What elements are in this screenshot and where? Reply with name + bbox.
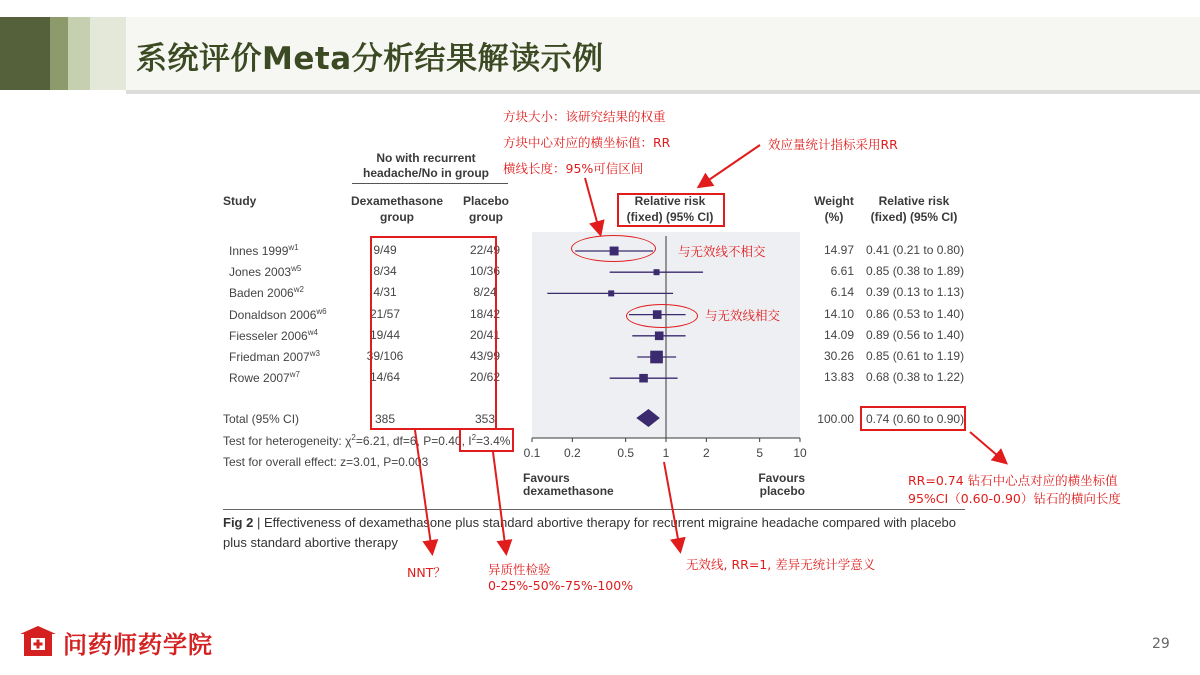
- col-placebo: Placebo: [462, 194, 510, 208]
- total-label: Total (95% CI): [223, 412, 300, 426]
- study-ci: 0.85 (0.61 to 1.19): [866, 349, 965, 363]
- header-group: No with recurrent: [376, 151, 476, 165]
- placebo-count: 10/36: [469, 264, 501, 279]
- study-weight: 30.26: [823, 349, 854, 363]
- placebo-count: 18/42: [469, 306, 501, 321]
- study-name: Innes $1999^{w1}$: [229, 243, 299, 258]
- placebo-count: 22/49: [469, 243, 501, 257]
- col-rr-right-2: (fixed) (95% CI): [870, 210, 958, 224]
- logo-text: 问药师药学院: [63, 631, 213, 659]
- treat-count: 8/34: [373, 264, 397, 279]
- study-ci: 0.39 (0.13 to 1.13): [866, 285, 965, 300]
- col-weight: Weight: [814, 194, 854, 208]
- x-tick-label: 1: [662, 446, 670, 460]
- heterogeneity-test: Test for heterogeneity: $\chi^2=6.21$, df=6, P=0.40, $I^2=3.4\%$: [223, 433, 511, 448]
- favours-left-1: Favours: [523, 471, 570, 485]
- annotation-heterogeneity-1: 异质性检验: [488, 562, 551, 577]
- x-tick-label: 2: [702, 446, 710, 460]
- x-tick-label: 0.1: [523, 446, 541, 460]
- placebo-count: 8/24: [473, 285, 497, 300]
- heterogeneity-i2: =3.4%: [476, 434, 511, 448]
- treat-count: 21/57: [369, 306, 401, 321]
- col-placebo-2: group: [469, 210, 503, 224]
- study-name: Fiesseler $2006^{w4}$: [229, 327, 318, 343]
- col-treat-2: group: [380, 210, 414, 224]
- annotation-null-line: 无效线, RR=1, 差异无统计学意义: [686, 557, 876, 572]
- figure-caption: Fig 2 | Effectiveness of dexamethasone plus standard abortive therapy for recurrent migraine headache compared with placebo plus standard abortive therapy: [223, 515, 957, 550]
- annotation-nnt: NNT？: [407, 565, 446, 580]
- placebo-count: 20/41: [469, 327, 501, 342]
- study-weight: 14.10: [823, 306, 854, 321]
- arrow-line-length: [585, 178, 600, 233]
- total-treat: 385: [374, 412, 396, 426]
- arrow-heterogeneity: [493, 452, 506, 552]
- study-name: Jones $2003^{w5}$: [229, 264, 302, 280]
- annotation-diamond-1: RR=0.74 钻石中心点对应的横坐标值: [908, 473, 1118, 488]
- arrow-diamond: [970, 432, 1005, 462]
- header-group-2: headache/No in group: [362, 166, 489, 180]
- col-treat: Dexamethasone: [350, 194, 444, 208]
- study-name: Baden $2006^{w2}$: [229, 285, 304, 301]
- treat-count: 9/49: [373, 243, 397, 257]
- x-tick-label: 0.5: [617, 446, 635, 460]
- col-rr-2: (fixed) (95% CI): [626, 210, 714, 224]
- treat-count: 14/64: [369, 370, 401, 385]
- annotation-line-length: 横线长度：95%可信区间: [503, 161, 644, 176]
- total-ci: 0.74 (0.60 to 0.90): [866, 412, 965, 426]
- treat-count: 39/106: [366, 349, 404, 363]
- x-tick-label: 5: [756, 446, 764, 460]
- study-name: Donaldson $2006^{w6}$: [229, 306, 327, 322]
- favours-left-2: dexamethasone: [523, 484, 614, 498]
- overall-effect: Test for overall effect: z=3.01, P=0.003: [223, 455, 429, 469]
- caption-text: Effectiveness of dexamethasone plus standard abortive therapy for recurrent migraine headache compared with placebo plus standard abortive therapy: [223, 515, 957, 550]
- col-rr: Relative risk: [634, 194, 706, 208]
- annotation-not-crossing: 与无效线不相交: [678, 244, 766, 259]
- study-ci: 0.68 (0.38 to 1.22): [866, 370, 965, 385]
- study-ci: 0.41 (0.21 to 0.80): [866, 243, 965, 257]
- arrow-effect-measure: [700, 145, 760, 186]
- page-number: 29: [1152, 636, 1170, 652]
- study-ci: 0.89 (0.56 to 1.40): [866, 327, 965, 342]
- study-weight: 6.61: [830, 264, 854, 279]
- annotation-heterogeneity-2: 0-25%-50%-75%-100%: [488, 578, 634, 593]
- favours-right-2: placebo: [759, 484, 805, 498]
- x-tick-label: 0.2: [563, 446, 581, 460]
- study-ci: 0.85 (0.38 to 1.89): [866, 264, 965, 279]
- annotation-diamond-2: 95%CI（0.60-0.90）钻石的横向长度: [908, 491, 1121, 506]
- study-name: Rowe $2007^{w7}$: [229, 370, 300, 386]
- treat-count: 4/31: [373, 285, 397, 300]
- annotation-effect-measure: 效应量统计指标采用RR: [768, 137, 898, 152]
- study-name: Friedman $2007^{w3}$: [229, 349, 320, 364]
- arrow-nnt: [415, 430, 432, 552]
- annotation-square-center: 方块中心对应的横坐标值：RR: [503, 135, 671, 150]
- study-weight: 14.97: [823, 243, 854, 257]
- study-weight: 6.14: [830, 285, 854, 300]
- heterogeneity-stats: =6.21, df=6, P=0.40,: [355, 434, 465, 448]
- study-weight: 13.83: [823, 370, 854, 385]
- arrow-null-line: [664, 462, 680, 550]
- page-title: 系统评价Meta分析结果解读示例: [136, 41, 604, 77]
- col-rr-right: Relative risk: [878, 194, 950, 208]
- total-weight: 100.00: [817, 412, 854, 426]
- col-study: Study: [223, 194, 257, 208]
- logo-icon: [18, 624, 58, 658]
- placebo-count: 43/99: [469, 349, 501, 363]
- placebo-count: 20/62: [469, 370, 501, 385]
- study-ci: 0.86 (0.53 to 1.40): [866, 306, 965, 321]
- x-tick-label: 10: [793, 446, 807, 460]
- treat-count: 19/44: [369, 327, 401, 342]
- favours-right-1: Favours: [758, 471, 805, 485]
- study-weight: 14.09: [823, 327, 854, 342]
- annotation-crossing: 与无效线相交: [705, 308, 781, 323]
- heterogeneity-label: Test for heterogeneity:: [223, 434, 342, 448]
- caption-label: Fig 2: [223, 515, 254, 530]
- col-weight-2: (%): [824, 210, 844, 224]
- annotation-square-size: 方块大小：该研究结果的权重: [503, 109, 666, 124]
- total-placebo: 353: [474, 412, 496, 426]
